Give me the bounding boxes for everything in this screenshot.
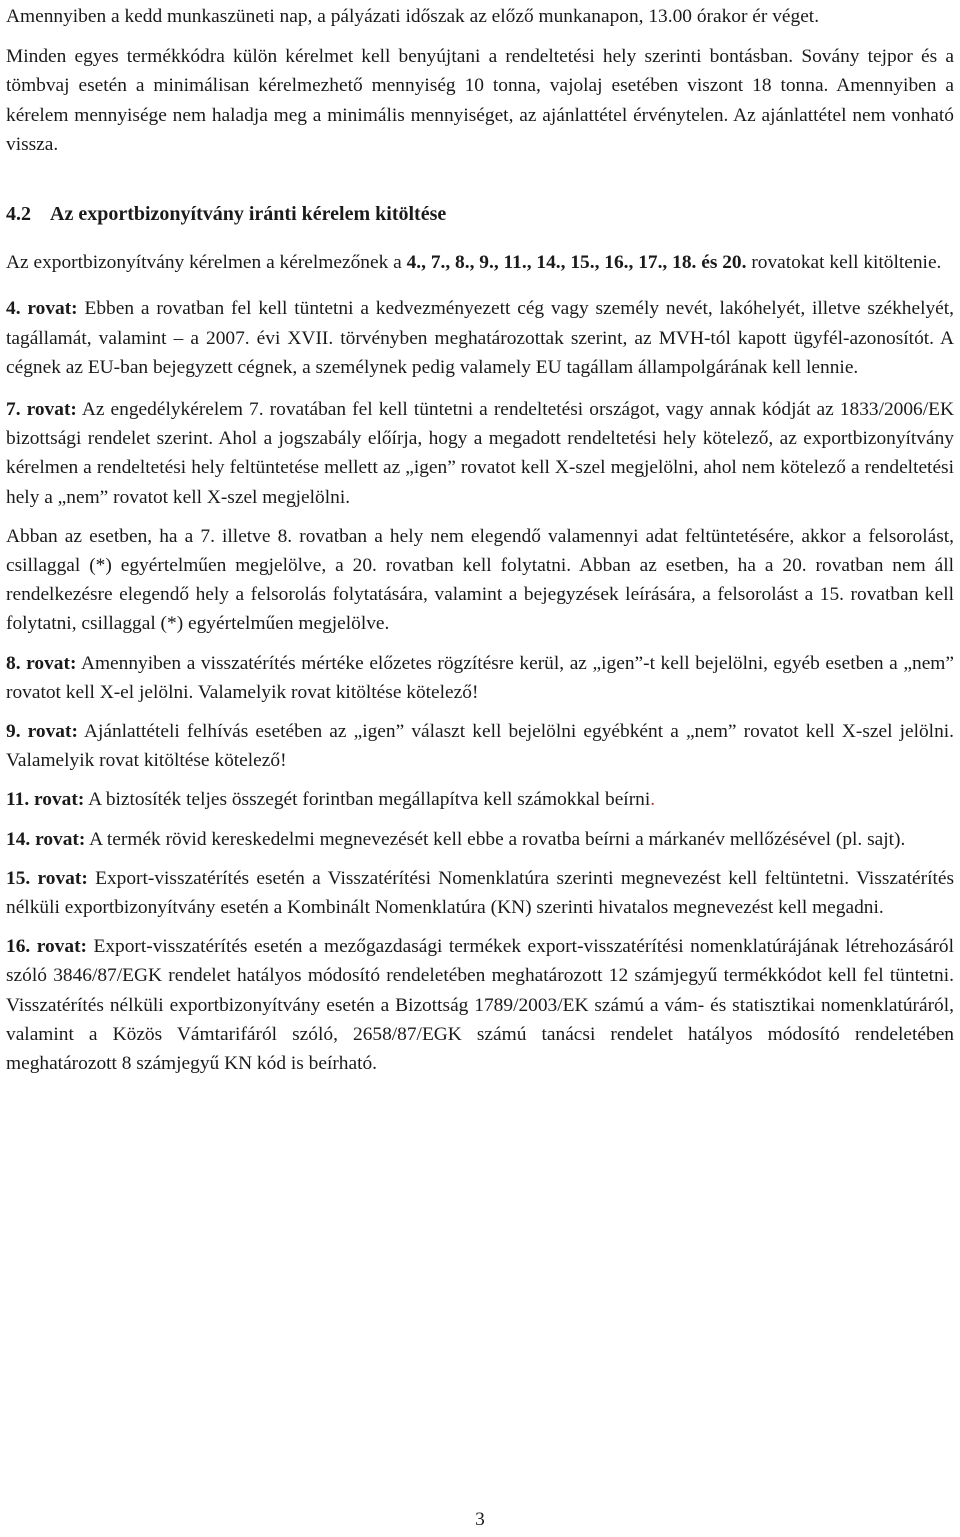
rovat-14-paragraph	[6, 825, 954, 854]
rovat-7-continuation	[6, 522, 954, 639]
rovat-text: Export-visszatérítés esetén a Visszatérítési Nomenklatúra szerinti megnevezést kell feltüntetni. Visszatérítés nélküli exportbizonyítvány esetén a Kombinált Nomenklatúra (KN) szerinti hivatalos megnevezést kell megadni.	[6, 867, 954, 919]
rovat-7-paragraph	[6, 395, 954, 512]
section-number: 4.2	[6, 203, 31, 226]
rovat-text: Amennyiben a visszatérítés mértéke előzetes rögzítésre kerül, az „igen”-t kell bejelölni, egyéb esetben a „nem” rovatot kell X-el jelölni. Valamelyik rovat kitöltése kötelező!	[6, 652, 954, 703]
rovat-label: 7. rovat:	[6, 399, 77, 421]
rovat-text: Ajánlattételi felhívás esetében az „igen” választ kell bejelölni egyébként a „nem” rovatot kell X-szel jelölni. Valamelyik rovat kitöltése kötelező!	[6, 721, 954, 772]
rovat-15-paragraph	[6, 864, 954, 922]
instruction-paragraph	[6, 248, 954, 277]
page-number: 3	[475, 1509, 485, 1530]
rovat-11-paragraph	[6, 785, 954, 814]
rovat-4-paragraph	[6, 294, 954, 382]
section-title: Az exportbizonyítvány iránti kérelem kitöltése	[50, 203, 447, 226]
rovat-text: Az engedélykérelem 7. rovatában fel kell tüntetni a rendeltetési országot, vagy annak kódját az 1833/2006/EK bizottsági rendelet szerint. Ahol a jogszabály előírja, hogy a megadott rendeltetési hely kötelező, az exportbizonyítvány kérelmen a rendeltetési hely feltüntetése mellett az „igen” rovatot kell X-szel megjelölni, ahol nem kötelező a rendeltetési hely a „nem” rovatot kell X-szel megjelölni.	[6, 399, 954, 508]
instruction-fields: 4., 7., 8., 9., 11., 14., 15., 16., 17., 18. és 20.	[406, 252, 747, 274]
rovat-label: 16. rovat:	[6, 936, 87, 958]
rovat-label: 14. rovat:	[6, 828, 86, 850]
rovat-8-paragraph	[6, 649, 954, 707]
rovat-label: 8. rovat:	[6, 652, 77, 674]
intro-paragraph: Amennyiben a kedd munkaszüneti nap, a pályázati időszak az előző munkanapon, 13.00 órakor ér véget.	[6, 6, 820, 27]
instruction-suffix: rovatokat kell kitöltenie.	[746, 252, 942, 274]
rovat-text: A termék rövid kereskedelmi megnevezését kell ebbe a rovatba beírni a márkanév mellőzésével (pl. sajt).	[89, 828, 906, 850]
rovat-text: Abban az esetben, ha a 7. illetve 8. rovatban a hely nem elegendő valamennyi adat feltüntetésére, akkor a felsorolást, csillaggal (*) egyértelműen megjelölve, a 20. rovatban kell folytatni. Abban az esetben, ha a 20. rovatban nem áll rendelkezésre elegendő hely a felsorolás folytatására, valamint a bejegyzések leírására, a felsorolást a 15. rovatban kell folytatni, csillaggal (*) egyértelműen megjelölve.	[6, 525, 954, 635]
rovat-text: A biztosíték teljes összegét forintban megállapítva kell számokkal beírni	[88, 789, 651, 811]
section-heading	[6, 200, 954, 229]
rovat-label: 15. rovat:	[6, 867, 88, 889]
red-period: .	[650, 789, 656, 811]
rovat-text: Export-visszatérítés esetén a mezőgazdasági termékek export-visszatérítési nomenklatúrájának létrehozásáról szóló 3846/87/EGK rendelet hatályos módosító rendeletében meghatározott 12 számjegyű termékkódot kell fel tüntetni. Visszatérítés nélküli exportbizonyítvány esetén a Bizottság 1789/2003/EK számú a vám- és statisztikai nomenklatúráról, valamint a Közös Vámtarifáról szóló, 2658/87/EGK számú tanácsi rendelet hatályos módosító rendeletében meghatározott 8 számjegyű KN kód is beírható.	[6, 936, 954, 1075]
rovat-label: 4. rovat:	[6, 298, 78, 320]
rovat-9-paragraph	[6, 717, 954, 775]
rovat-16-paragraph	[6, 932, 954, 1078]
rovat-label: 11. rovat:	[6, 789, 85, 811]
rovat-label: 9. rovat:	[6, 721, 78, 743]
rovat-text: Ebben a rovatban fel kell tüntetni a kedvezményezett cég vagy személy nevét, lakóhelyét, illetve székhelyét, tagállamát, valamint – a 2007. évi XVII. törvényben meghatározottak szerint, az MVH-tól kapott ügyfél-azonosítót. A cégnek az EU-ban bejegyzett cégnek, a személynek pedig valamely EU tagállam állampolgárának kell lennie.	[6, 298, 954, 378]
intro-paragraph: Minden egyes termékkódra külön kérelmet kell benyújtani a rendeltetési hely szerinti bontásban. Sovány tejpor és a tömbvaj esetén a minimálisan kérelmezhető mennyiség 10 tonna, vajolaj esetében viszont 18 tonna. Amennyiben a kérelem mennyisége nem haladja meg a minimális mennyiséget, az ajánlattétel érvénytelen. Az ajánlattétel nem vonható vissza.	[6, 46, 954, 155]
instruction-text: Az exportbizonyítvány kérelmen a kérelmezőnek a	[6, 252, 407, 274]
